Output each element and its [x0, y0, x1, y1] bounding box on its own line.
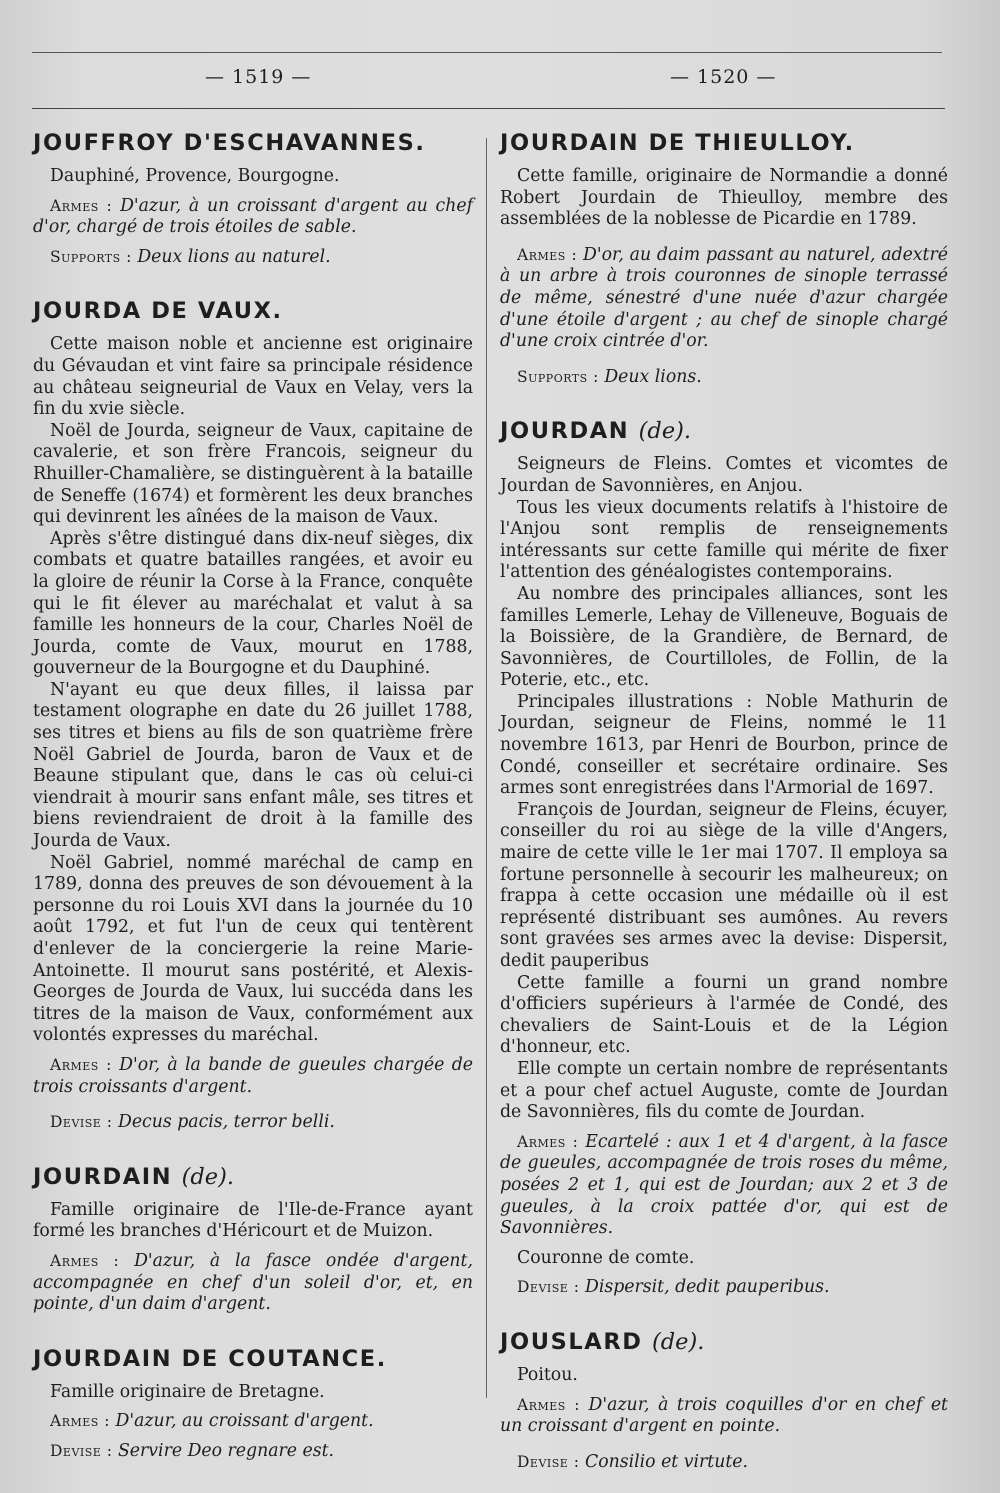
paragraph: Cette maison noble et ancienne est originaire du Gévaudan et vint faire sa principale résidence au château seigneurial de Vaux en Velay, vers la fin du xvie siècle.: [33, 334, 473, 420]
entry-supports: [500, 367, 948, 389]
page-number-left: — 1519 —: [205, 66, 312, 88]
title-particle: (de).: [651, 1328, 705, 1355]
entry-armes: [33, 196, 473, 239]
entry-jourdain: [33, 1162, 473, 1316]
top-rule: [32, 52, 942, 53]
entry-title: [500, 416, 948, 446]
devise-text: Consilio et virtute.: [584, 1451, 749, 1472]
header-rule: [32, 108, 945, 109]
armes-label: Armes :: [50, 1412, 110, 1431]
devise-text: Servire Deo regnare est.: [117, 1440, 335, 1461]
right-column: [500, 128, 948, 1473]
armes-text: Ecartelé : aux 1 et 4 d'argent, à la fasce de gueules, accompagnée de trois roses du même, posées 2 et 1, qui est de Jourdan; aux 2 et 3 de gueules, à la croix pattée d'or, qui est de Savonnières.: [500, 1131, 948, 1239]
entry-title: JOURDAIN DE THIEULLOY.: [500, 130, 855, 156]
paragraph: Seigneurs de Fleins. Comtes et vicomtes de Jourdan de Savonnières, en Anjou.: [500, 454, 948, 496]
devise-label: Devise :: [517, 1452, 580, 1471]
armes-text: D'or, au daim passant au naturel, adextré à un arbre à trois couronnes de sinople terrassé de même, sénestré d'une nuée d'azur chargée d'une étoile d'argent ; au chef de sinople chargé d'une croix cintrée d'or.: [500, 244, 948, 352]
paragraph: Après s'être distingué dans dix-neuf sièges, dix combats et quatre batailles rangées, et avoir eu la gloire de réunir la Corse à la France, conquête qui le fit élever au maréchalat et valut à sa famille les honneurs de la cour, Charles Noël de Jourda, comte de Vaux, mourut en 1788, gouverneur de la Bourgogne et du Dauphiné.: [33, 528, 473, 679]
left-column: [33, 128, 473, 1463]
paragraph: Famille originaire de l'Ile-de-France ayant formé les branches d'Héricourt et de Muizon.: [33, 1199, 473, 1242]
title-particle: (de).: [181, 1163, 235, 1190]
paragraph: Poitou.: [517, 1364, 578, 1385]
armes-label: Armes :: [517, 1395, 580, 1414]
title-name: JOURDAN: [500, 418, 630, 445]
paragraph: Principales illustrations : Noble Mathurin de Jourdan, seigneur de Fleins, nommé le 11 novembre 1613, par Henri de Bourbon, prince de Condé, conseiller et secrétaire ordinaire. Ses armes sont enregistrées dans l'Armorial de 1697.: [500, 691, 948, 799]
armes-label: Armes :: [50, 1251, 120, 1270]
paragraph: Elle compte un certain nombre de représentants et a pour chef actuel Auguste, comte de Jourdan de Savonnières, fils du comte de Jourdan.: [500, 1058, 948, 1123]
armes-text: D'azur, à un croissant d'argent au chef d'or, chargé de trois étoiles de sable.: [33, 195, 473, 238]
entry-jouffroy: [33, 128, 473, 268]
armes-text: D'azur, à la fasce ondée d'argent, accompagnée en chef d'un soleil d'or, et, en pointe, d'un daim d'argent.: [33, 1250, 473, 1315]
entry-armes: [500, 245, 948, 353]
armes-label: Armes :: [517, 1132, 579, 1151]
armes-label: Armes :: [50, 1055, 112, 1074]
entry-armes: [500, 1132, 948, 1240]
paragraph: Au nombre des principales alliances, sont les familles Lemerle, Lehay de Villeneuve, Boguais de la Boissière, de la Grandière, de Bernard, de Savonnières, de Courtilloles, de Follin, de la Poterie, etc., etc.: [500, 583, 948, 691]
column-divider: [486, 138, 487, 1398]
paragraph: François de Jourdan, seigneur de Fleins, écuyer, conseiller du roi au siège de la ville d'Angers, maire de cette ville le 1er mai 1707. Il employa sa fortune personnelle à secourir les malheureux; on frappa à cette occasion une médaille où il est représenté distribuant ses aumônes. Au revers sont gravées ses armes avec la devise: Dispersit, dedit pauperibus: [500, 799, 948, 971]
paragraph: Cette famille a fourni un grand nombre d'officiers supérieurs à l'armée de Condé, des chevaliers de Saint-Louis et de la Légion d'honneur, etc.: [500, 972, 948, 1058]
entry-title: [500, 1327, 948, 1357]
entry-armes: [500, 1395, 948, 1438]
armes-label: Armes :: [517, 245, 578, 264]
supports-label: Supports :: [517, 367, 599, 386]
devise-text: Dispersit, dedit pauperibus.: [584, 1277, 830, 1298]
entry-jourdain-de-coutance: [33, 1344, 473, 1463]
title-particle: (de).: [638, 418, 692, 445]
entry-jourdain-de-thieulloy: [500, 128, 948, 388]
entry-devise: [33, 1441, 473, 1463]
paragraph: Noël Gabriel, nommé maréchal de camp en 1789, donna des preuves de son dévouement à la personne du roi Louis XVI dans la journée du 10 août 1792, et fut l'un de ceux qui tentèrent d'enlever de la conciergerie la reine Marie-Antoinette. Il mourut sans postérité, et Alexis-Georges de Jourda de Vaux, lui succéda dans les titres de la maison de Vaux, conformément aux volontés expresses du maréchal.: [33, 852, 473, 1046]
paragraph: Tous les vieux documents relatifs à l'histoire de l'Anjou sont remplis de renseignements intéressants sur cette famille qui mérite de fixer l'attention des généalogistes contemporains.: [500, 497, 948, 583]
armes-label: Armes :: [50, 196, 113, 215]
armes-text: D'or, à la bande de gueules chargée de trois croissants d'argent.: [33, 1054, 474, 1097]
supports-text: Deux lions au naturel.: [137, 246, 331, 267]
entry-title: JOUFFROY D'ESCHAVANNES.: [33, 130, 426, 156]
entry-jourdan: [500, 416, 948, 1299]
paragraph: Cette famille, originaire de Normandie a donné Robert Jourdain de Thieulloy, membre des assemblées de la noblesse de Picardie en 1789.: [500, 166, 948, 230]
entry-armes: [33, 1251, 473, 1316]
devise-label: Devise :: [517, 1278, 580, 1297]
entry-jourda-de-vaux: [33, 296, 473, 1133]
entry-title: [33, 1162, 473, 1192]
entry-armes: [33, 1411, 473, 1433]
entry-title: JOURDAIN DE COUTANCE.: [33, 1345, 387, 1372]
armes-text: D'azur, au croissant d'argent.: [115, 1411, 374, 1432]
entry-couronne: Couronne de comte.: [517, 1247, 695, 1268]
supports-text: Deux lions.: [604, 366, 702, 387]
entry-devise: [33, 1112, 473, 1134]
devise-label: Devise :: [50, 1113, 113, 1132]
entry-armes: [33, 1055, 473, 1098]
armes-text: D'azur, à trois coquilles d'or en chef et un croissant d'argent en pointe.: [500, 1394, 948, 1437]
paragraph: N'ayant eu que deux filles, il laissa par testament olographe en date du 26 juillet 1788, ses titres et biens au fils de son quatrième frère Noël Gabriel de Jourda, baron de Vaux et de Beaune stipulant que, dans le cas où celui-ci viendrait à mourir sans enfant mâle, ses titres et biens reviendraient de droit à la famille des Jourda de Vaux.: [33, 679, 473, 852]
entry-jouslard: [500, 1327, 948, 1473]
entry-region: Dauphiné, Provence, Bourgogne.: [50, 166, 340, 186]
title-name: JOUSLARD: [500, 1328, 643, 1355]
paragraph: Noël de Jourda, seigneur de Vaux, capitaine de cavalerie, et son frère Francois, seigneur du Rhuiller-Chamalière, se distinguèrent à la bataille de Seneffe (1674) et formèrent les deux branches qui devinrent les aînées de la maison de Vaux.: [33, 420, 473, 528]
page-number-right: — 1520 —: [670, 66, 777, 88]
entry-devise: [500, 1452, 948, 1474]
devise-label: Devise :: [50, 1441, 113, 1460]
devise-text: Decus pacis, terror belli.: [117, 1112, 335, 1133]
entry-title: JOURDA DE VAUX.: [33, 298, 283, 325]
entry-devise: [500, 1277, 948, 1299]
title-name: JOURDAIN: [33, 1163, 173, 1190]
entry-supports: [33, 247, 473, 269]
supports-label: Supports :: [50, 247, 132, 266]
paragraph: Famille originaire de Bretagne.: [50, 1381, 325, 1402]
